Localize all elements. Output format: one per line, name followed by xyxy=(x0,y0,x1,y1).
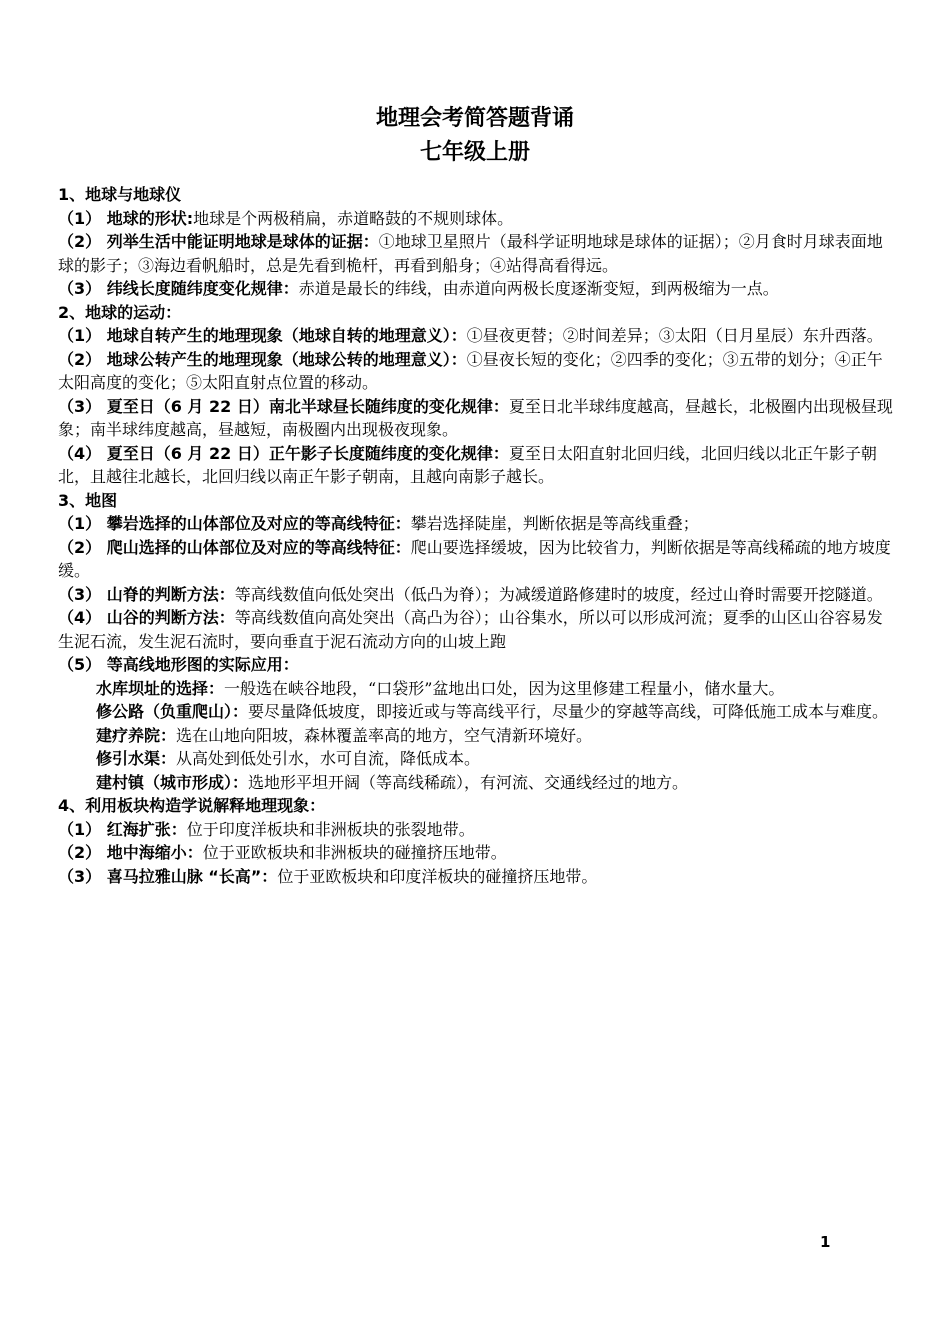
item-label: 建村镇（城市形成）： xyxy=(96,772,249,792)
document-body xyxy=(58,183,896,888)
item-label: （1） 攀岩选择的山体部位及对应的等高线特征： xyxy=(58,514,411,533)
list-item xyxy=(58,583,896,607)
document-subtitle: 七年级上册 xyxy=(419,139,530,165)
item-text: 地球是个两极稍扁，赤道略鼓的不规则球体。 xyxy=(193,208,514,228)
item-text: ①昼夜更替；②时间差异；③太阳（日月星辰）东升西落。 xyxy=(466,326,883,345)
list-item xyxy=(58,512,896,536)
list-item xyxy=(58,653,896,677)
item-label: 修公路（负重爬山）： xyxy=(96,702,249,721)
item-text: 夏至日北半球纬度越高，昼越长，北极圈内出现极昼现象；南半球纬度越高，昼越短，南极圈内出现极夜现象。 xyxy=(58,396,893,439)
item-label: （4） 夏至日（6 月 22 日）正午影子长度随纬度的变化规律： xyxy=(58,443,509,463)
application-item xyxy=(58,771,896,795)
section-heading: 4、利用板块构造学说解释地理现象： xyxy=(58,796,326,815)
list-item xyxy=(58,841,896,865)
item-text: 夏至日太阳直射北回归线，北回归线以北正午影子朝北，且越往北越长，北回归线以南正午影子朝南，且越向南影子越长。 xyxy=(58,443,877,486)
item-label: （3） 纬线长度随纬度变化规律： xyxy=(58,279,299,298)
list-item xyxy=(58,442,896,489)
item-text: 从高处到低处引水，水可自流，降低成本。 xyxy=(176,749,481,768)
section-heading: 3、地图 xyxy=(58,490,118,510)
section-heading: 2、地球的运动： xyxy=(58,302,182,322)
item-text: 爬山要选择缓坡，因为比较省力，判断依据是等高线稀疏的地方坡度缓。 xyxy=(58,537,891,580)
item-label: （2） 地球公转产生的地理现象（地球公转的地理意义）： xyxy=(58,349,467,369)
list-item xyxy=(58,348,896,395)
section-heading: 1、地球与地球仪 xyxy=(58,185,182,204)
item-label: （4） 山谷的判断方法： xyxy=(58,608,235,627)
item-label: （3） 山脊的判断方法： xyxy=(58,584,235,604)
list-item xyxy=(58,536,896,583)
item-text: 选在山地向阳坡，森林覆盖率高的地方，空气清新环境好。 xyxy=(176,725,593,745)
document-title: 地理会考简答题背诵 xyxy=(375,105,574,131)
item-text: ①昼夜长短的变化；②四季的变化；③五带的划分；④正午太阳高度的变化；⑤太阳直射点位置的移动。 xyxy=(58,349,883,392)
item-label: （2） 地中海缩小： xyxy=(58,843,203,862)
item-label: （1） 地球的形状: xyxy=(58,208,194,228)
item-label: 建疗养院： xyxy=(96,725,177,745)
item-text: 选地形平坦开阔（等高线稀疏），有河流、交通线经过的地方。 xyxy=(248,772,689,792)
list-item xyxy=(58,277,896,301)
item-label: （3） 夏至日（6 月 22 日）南北半球昼长随纬度的变化规律： xyxy=(58,396,509,416)
application-item xyxy=(58,747,896,771)
application-item xyxy=(58,700,896,724)
list-item xyxy=(58,818,896,842)
list-item xyxy=(58,324,896,348)
item-label: （5） 等高线地形图的实际应用： xyxy=(58,655,299,674)
item-text: 攀岩选择陡崖，判断依据是等高线重叠； xyxy=(410,514,699,533)
item-text: 要尽量降低坡度，即接近或与等高线平行，尽量少的穿越等高线，可降低施工成本与难度。 xyxy=(248,702,889,721)
item-text: 等高线数值向低处突出（低凸为脊）；为减缓道路修建时的坡度，经过山脊时需要开挖隧道。 xyxy=(234,584,883,604)
application-item xyxy=(58,724,896,748)
item-text: 位于亚欧板块和非洲板块的碰撞挤压地带。 xyxy=(202,843,507,862)
item-text: 赤道是最长的纬线，由赤道向两极长度逐渐变短，到两极缩为一点。 xyxy=(298,279,779,298)
application-item xyxy=(58,677,896,701)
item-label: （1） 红海扩张： xyxy=(58,819,187,839)
item-label: 修引水渠： xyxy=(96,749,177,768)
item-text: 位于印度洋板块和非洲板块的张裂地带。 xyxy=(186,819,475,839)
item-text: 等高线数值向高处突出（高凸为谷）；山谷集水，所以可以形成河流；夏季的山区山谷容易发生泥石流，发生泥石流时，要向垂直于泥石流动方向的山坡上跑 xyxy=(58,608,883,651)
list-item xyxy=(58,395,896,442)
item-text: ①地球卫星照片（最科学证明地球是球体的证据）；②月食时月球表面地球的影子；③海边看帆船时，总是先看到桅杆，再看到船身；④站得高看得远。 xyxy=(58,232,883,275)
item-text: 一般选在峡谷地段，“口袋形”盆地出口处，因为这里修建工程量小，储水量大。 xyxy=(224,678,785,698)
item-label: （2） 列举生活中能证明地球是球体的证据： xyxy=(58,232,379,251)
list-item xyxy=(58,230,896,277)
item-label: （1） 地球自转产生的地理现象（地球自转的地理意义）： xyxy=(58,326,467,345)
item-label: 水库坝址的选择： xyxy=(96,678,225,698)
page-number: 1 xyxy=(820,1233,831,1251)
item-label: （2） 爬山选择的山体部位及对应的等高线特征： xyxy=(58,537,411,557)
list-item xyxy=(58,606,896,653)
list-item xyxy=(58,865,896,889)
item-text: 位于亚欧板块和印度洋板块的碰撞挤压地带。 xyxy=(277,866,598,886)
item-label: （3） 喜马拉雅山脉 “长高”： xyxy=(58,866,278,886)
list-item xyxy=(58,207,896,231)
